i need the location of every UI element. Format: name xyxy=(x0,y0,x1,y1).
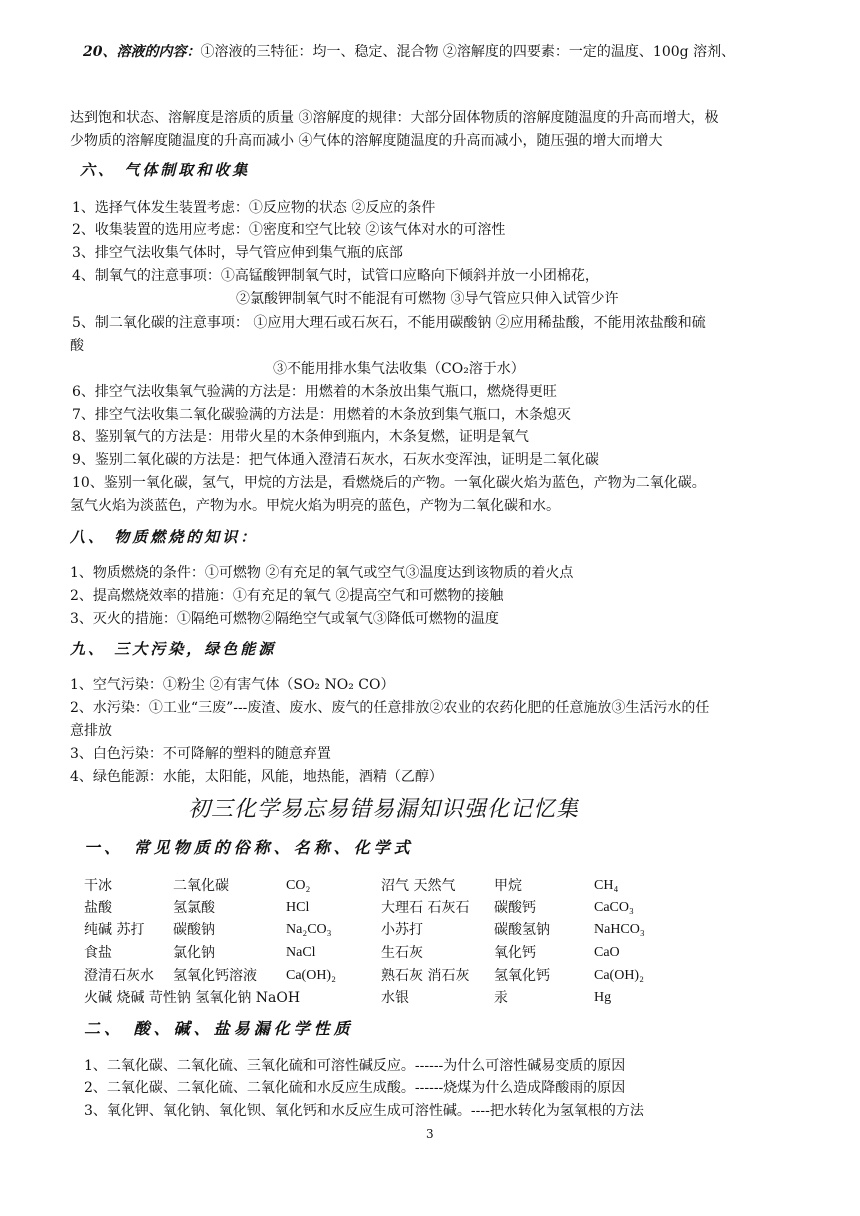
table-cell-name: 水银 xyxy=(381,990,409,1006)
section-6-item: 4、制氧气的注意事项：①高锰酸钾制氧气时，试管口应略向下倾斜并放一小团棉花， xyxy=(72,268,599,284)
table-cell-chemical: 氢氯酸 xyxy=(173,900,215,916)
section-6-item: 5、制二氧化碳的注意事项： ①应用大理石或石灰石，不能用碳酸钠 ②应用稀盐酸，不能用浓盐酸和硫 xyxy=(72,315,706,331)
section-20-line-2: 达到饱和状态、溶解度是溶质的质量 ③溶解度的规律：大部分固体物质的溶解度随温度的升高而增大，极 xyxy=(70,110,719,126)
table-cell-chemical: 甲烷 xyxy=(494,878,522,894)
table-cell-name: 澄清石灰水 xyxy=(84,968,154,984)
table-cell-name: 小苏打 xyxy=(381,922,423,938)
section-6-item: 氢气火焰为淡蓝色，产物为水。甲烷火焰为明亮的蓝色，产物为二氧化碳和水。 xyxy=(70,498,560,514)
section-8-item: 1、物质燃烧的条件：①可燃物 ②有充足的氧气或空气③温度达到该物质的着火点 xyxy=(70,565,574,581)
table-cell-formula: CaO xyxy=(594,945,620,960)
section-9-item: 4、绿色能源：水能，太阳能，风能，地热能，酒精（乙醇） xyxy=(70,769,443,785)
section-6-heading: 六、 气体制取和收集 xyxy=(80,161,251,179)
common-names-heading: 一、 常见物质的俗称、名称、化学式 xyxy=(84,838,414,857)
table-cell-formula: CaCO₃ xyxy=(594,900,634,915)
section-9-item: 3、白色污染：不可降解的塑料的随意弃置 xyxy=(70,746,331,762)
table-cell-name: 纯碱 苏打 xyxy=(84,922,145,938)
table-cell-name: 熟石灰 消石灰 xyxy=(381,968,470,984)
table-cell-formula: NaHCO₃ xyxy=(594,922,645,937)
table-cell-name: 火碱 烧碱 苛性钠 氢氧化钠 NaOH xyxy=(84,990,301,1006)
section-9-heading: 九、 三大污染，绿色能源 xyxy=(70,640,277,658)
table-cell-formula: CH₄ xyxy=(594,878,619,893)
section-8-item: 3、灭火的措施：①隔绝可燃物②隔绝空气或氧气③降低可燃物的温度 xyxy=(70,611,499,627)
table-cell-name: 沼气 天然气 xyxy=(381,878,456,894)
section-6-item: 6、排空气法收集氧气验满的方法是：用燃着的木条放出集气瓶口，燃烧得更旺 xyxy=(72,384,557,400)
document-title: 初三化学易忘易错易漏知识强化记忆集 xyxy=(188,797,580,822)
acid-base-item: 2、二氧化碳、二氧化硫、二氧化硫和水反应生成酸。------烧煤为什么造成降酸雨的原因 xyxy=(84,1080,626,1096)
section-8-heading: 八、 物质燃烧的知识： xyxy=(70,528,259,546)
table-cell-formula: HCl xyxy=(286,900,310,915)
table-cell-name: 干冰 xyxy=(84,878,112,894)
acid-base-item: 3、氧化钾、氧化钠、氧化钡、氧化钙和水反应生成可溶性碱。----把水转化为氢氧根的方法 xyxy=(84,1103,644,1119)
table-cell-formula: Ca(OH)₂ xyxy=(286,968,336,983)
section-9-item: 1、空气污染：①粉尘 ②有害气体（SO₂ NO₂ CO） xyxy=(70,677,395,693)
section-6-item: 7、排空气法收集二氧化碳验满的方法是：用燃着的木条放到集气瓶口，木条熄灭 xyxy=(72,407,571,423)
section-6-item: 1、选择气体发生装置考虑：①反应物的状态 ②反应的条件 xyxy=(72,200,436,216)
section-20-text-1: ①溶液的三特征：均一、稳定、混合物 ②溶解度的四要素：一定的温度、100g 溶剂、 xyxy=(200,44,736,60)
section-6-item: 10、鉴别一氧化碳，氢气，甲烷的方法是，看燃烧后的产物。一氧化碳火焰为蓝色，产物为二氧化碳。 xyxy=(72,475,706,491)
table-cell-chemical: 碳酸钙 xyxy=(494,900,536,916)
section-8-item: 2、提高燃烧效率的措施：①有充足的氧气 ②提高空气和可燃物的接触 xyxy=(70,588,504,604)
table-cell-formula: CO₂ xyxy=(286,878,311,893)
table-cell-formula: Na₂CO₃ xyxy=(286,922,332,937)
table-cell-formula: Hg xyxy=(594,990,612,1005)
table-cell-chemical: 二氧化碳 xyxy=(173,878,229,894)
table-cell-chemical: 碳酸钠 xyxy=(173,922,215,938)
table-cell-chemical: 氧化钙 xyxy=(494,945,536,961)
section-6-item: ②氯酸钾制氧气时不能混有可燃物 ③导气管应只伸入试管少许 xyxy=(236,291,619,307)
table-cell-chemical: 氯化钠 xyxy=(173,945,215,961)
table-cell-name: 盐酸 xyxy=(84,900,112,916)
section-20-label: 20、溶液的内容： xyxy=(83,44,201,60)
table-cell-chemical: 碳酸氢钠 xyxy=(494,922,550,938)
section-6-item: 3、排空气法收集气体时，导气管应伸到集气瓶的底部 xyxy=(72,245,403,261)
page-number: 3 xyxy=(426,1127,434,1141)
section-6-item: 9、鉴别二氧化碳的方法是：把气体通入澄清石灰水，石灰水变浑浊，证明是二氧化碳 xyxy=(72,452,599,468)
section-6-item: 2、收集装置的选用应考虑：①密度和空气比较 ②该气体对水的可溶性 xyxy=(72,222,506,238)
table-cell-formula: NaCl xyxy=(286,945,316,960)
table-cell-name: 大理石 石灰石 xyxy=(381,900,470,916)
acid-base-item: 1、二氧化碳、二氧化硫、三氧化硫和可溶性碱反应。------为什么可溶性碱易变质的原因 xyxy=(84,1058,626,1074)
acid-base-heading: 二、 酸、碱、盐易漏化学性质 xyxy=(84,1019,354,1038)
section-9-item: 意排放 xyxy=(70,723,112,739)
table-cell-name: 生石灰 xyxy=(381,945,423,961)
table-cell-chemical: 氢氧化钙溶液 xyxy=(173,968,257,984)
table-cell-chemical: 汞 xyxy=(494,990,508,1006)
table-cell-name: 食盐 xyxy=(84,945,112,961)
section-6-item: 8、鉴别氧气的方法是：用带火星的木条伸到瓶内，木条复燃，证明是氧气 xyxy=(72,429,529,445)
table-cell-formula: Ca(OH)₂ xyxy=(594,968,644,983)
section-20-line-1 xyxy=(83,42,735,62)
section-6-item: ③不能用排水集气法收集（CO₂溶于水） xyxy=(273,361,525,377)
section-6-item: 酸 xyxy=(70,338,84,354)
section-9-item: 2、水污染：①工业“三废”---废渣、废水、废气的任意排放②农业的农药化肥的任意施放③生活污水的任 xyxy=(70,700,710,716)
table-cell-chemical: 氢氧化钙 xyxy=(494,968,550,984)
section-20-line-3: 少物质的溶解度随温度的升高而减小 ④气体的溶解度随温度的升高而减小，随压强的增大而增大 xyxy=(70,133,663,149)
